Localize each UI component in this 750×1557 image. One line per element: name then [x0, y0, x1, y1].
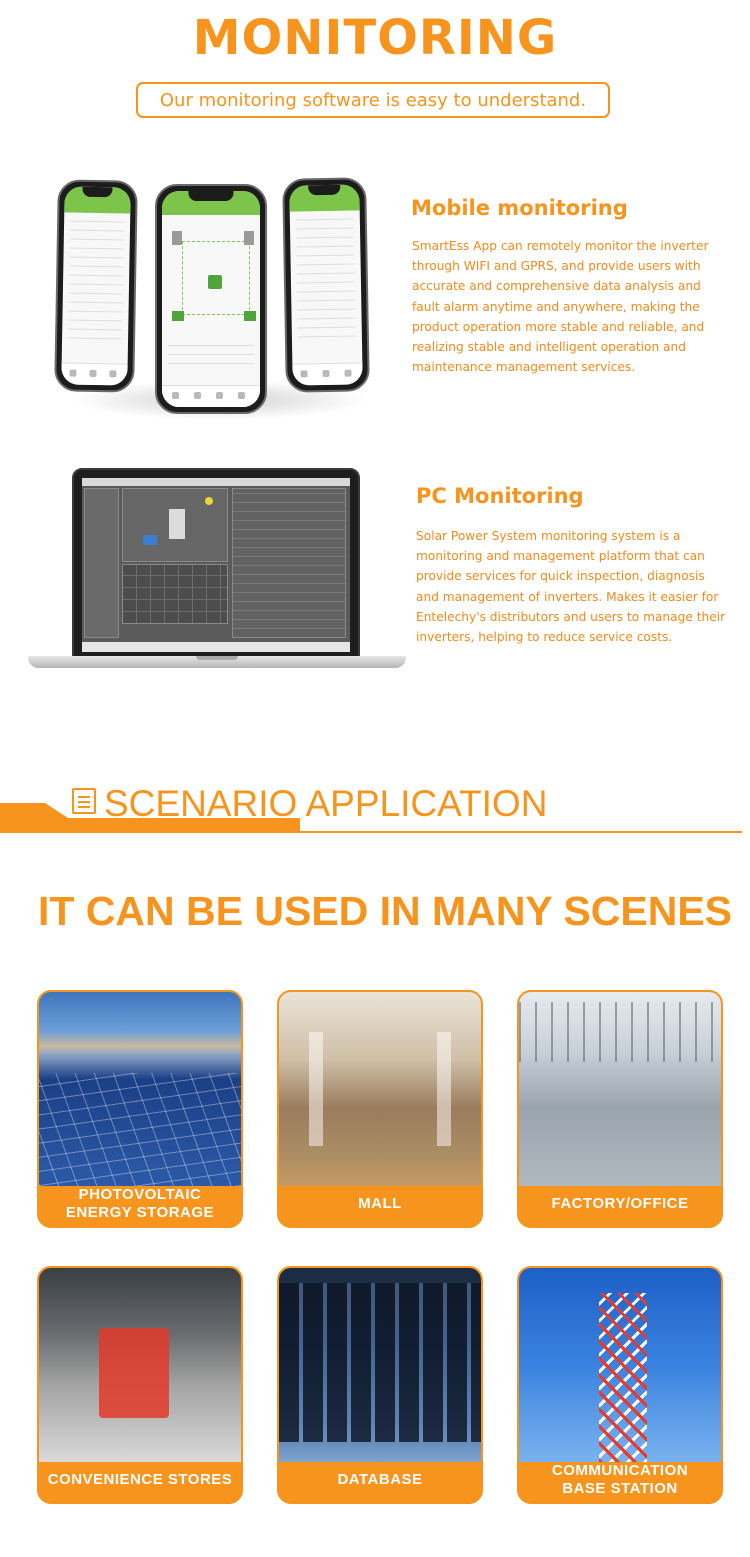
mall-image	[279, 992, 481, 1186]
subtitle-box	[136, 82, 610, 118]
scene-card-photovoltaic	[37, 990, 243, 1228]
pc-monitoring-title: PC Monitoring	[416, 484, 584, 508]
phone-center	[155, 184, 267, 414]
scene-label	[519, 1182, 721, 1226]
page-title: MONITORING	[192, 10, 558, 66]
scene-label-line1: CONVENIENCE STORES	[47, 1471, 233, 1488]
scene-label-line1: DATABASE	[337, 1471, 423, 1488]
scene-card-factory	[517, 990, 723, 1228]
mobile-monitoring-title: Mobile monitoring	[411, 196, 628, 220]
scene-card-convenience	[37, 1266, 243, 1504]
scene-label-line1: COMMUNICATION	[551, 1462, 689, 1479]
solar-panel-image	[39, 992, 241, 1186]
scene-card-mall	[277, 990, 483, 1228]
laptop-screen	[72, 468, 360, 658]
scene-label	[39, 1458, 241, 1502]
factory-image	[519, 992, 721, 1186]
scene-label	[279, 1182, 481, 1226]
subtitle-text: Our monitoring software is easy to understand.	[159, 89, 587, 111]
scene-label	[279, 1458, 481, 1502]
pc-monitoring-description: Solar Power System monitoring system is a monitoring and management platform that can provide services for quick inspection, diagnosis and management of inverters. Makes it easier for Entelechy's distributors and users to manage their inverters, helping to reduce service costs.	[416, 529, 726, 645]
phone-right	[282, 177, 370, 392]
scene-label	[519, 1458, 721, 1502]
scenario-banner-title: SCENARIO APPLICATION	[104, 783, 548, 824]
tower-image	[519, 1268, 721, 1462]
scene-card-database	[277, 1266, 483, 1504]
mobile-monitoring-description: SmartEss App can remotely monitor the inverter through WIFI and GPRS, and provide users with accurate and comprehensive data analysis and fault alarm anytime and anywhere, making the product operation more stable and reliable, and realizing stable and intelligent operation and maintenance management services.	[412, 239, 709, 375]
document-list-icon	[72, 788, 96, 814]
scene-label	[39, 1182, 241, 1226]
laptop-notch	[196, 656, 238, 660]
scene-label-line1: MALL	[358, 1195, 402, 1212]
scene-label-line1: PHOTOVOLTAIC	[78, 1186, 202, 1203]
store-image	[39, 1268, 241, 1462]
database-image	[279, 1268, 481, 1462]
scene-label-line2: ENERGY STORAGE	[65, 1204, 215, 1221]
scene-label-line1: FACTORY/OFFICE	[551, 1195, 689, 1212]
scene-card-communication	[517, 1266, 723, 1504]
scene-label-line2: BASE STATION	[562, 1480, 678, 1497]
scenes-headline: IT CAN BE USED IN MANY SCENES	[37, 888, 733, 934]
phone-left	[54, 179, 138, 392]
